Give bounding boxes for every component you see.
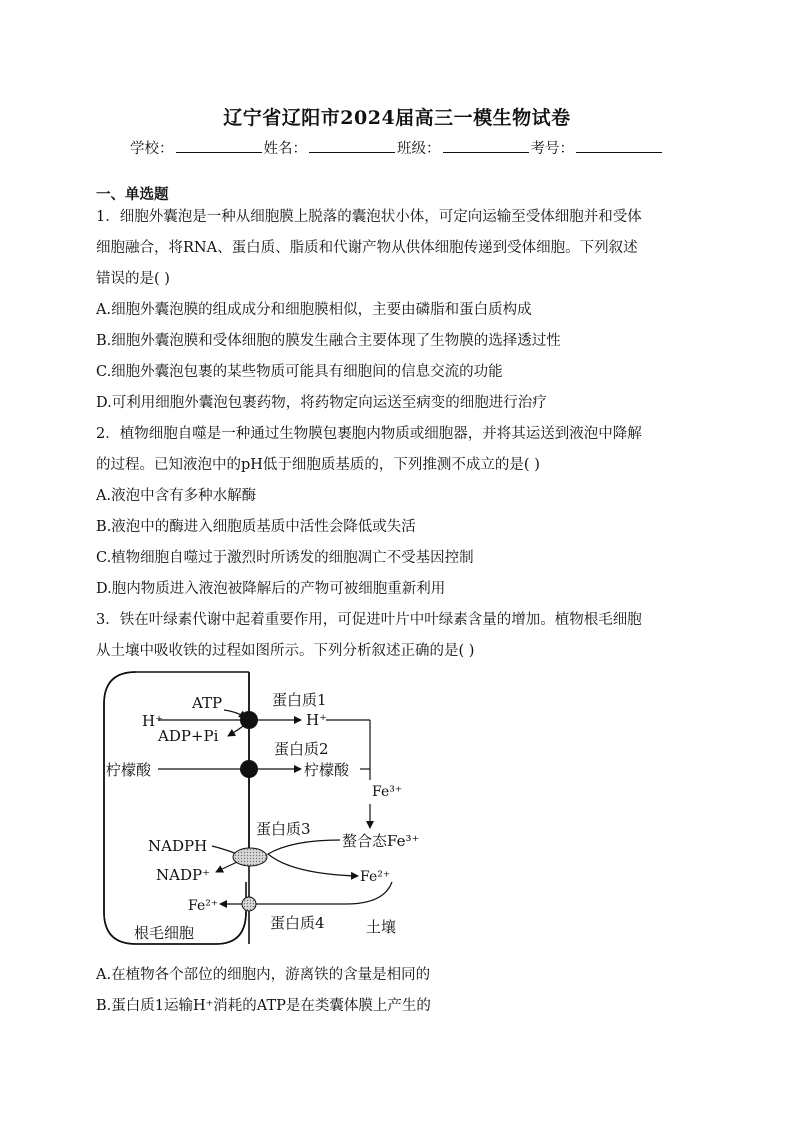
cell-outline: [104, 672, 249, 944]
protein3-label: 蛋白质3: [256, 820, 311, 838]
protein3-carrier: [233, 848, 267, 866]
student-info-line: [0, 137, 794, 158]
iron-uptake-diagram: [96, 668, 446, 952]
q1-stem-line: 错误的是( ): [96, 271, 170, 287]
school-blank: [176, 138, 262, 153]
protein1-label: 蛋白质1: [272, 691, 327, 709]
q3-option-b: B.蛋白质1运输H⁺消耗的ATP是在类囊体膜上产生的: [96, 998, 431, 1014]
protein2-carrier: [240, 760, 258, 778]
q1-option-b: B.细胞外囊泡膜和受体细胞的膜发生融合主要体现了生物膜的选择透过性: [96, 333, 561, 349]
q2-option-d: D.胞内物质进入液泡被降解后的产物可被细胞重新利用: [96, 581, 446, 597]
citrate-in-label: 柠檬酸: [106, 761, 152, 779]
page-title: 辽宁省辽阳市2024届高三一模生物试卷: [223, 107, 571, 129]
name-label: 姓名：: [263, 141, 307, 157]
nadp-label: NADP⁺: [156, 866, 210, 884]
q1-stem-line: 1．细胞外囊泡是一种从细胞膜上脱落的囊泡状小体，可定向运输至受体细胞并和受体: [96, 209, 642, 225]
school-label: 学校：: [130, 141, 174, 157]
q2-stem-line: 2．植物细胞自噬是一种通过生物膜包裹胞内物质或细胞器，并将其运送到液泡中降解: [96, 426, 642, 442]
cell-label: 根毛细胞: [134, 924, 195, 942]
number-label: 考号：: [530, 141, 574, 157]
fe2-out-label: Fe²⁺: [360, 869, 391, 885]
fe2-in-label: Fe²⁺: [188, 898, 219, 914]
protein4-carrier: [242, 897, 256, 911]
q1-option-a: A.细胞外囊泡膜的组成成分和细胞膜相似，主要由磷脂和蛋白质构成: [96, 302, 532, 318]
class-label: 班级：: [397, 141, 441, 157]
protein4-label: 蛋白质4: [270, 914, 325, 932]
h-out-label: H⁺: [306, 711, 327, 729]
protein2-label: 蛋白质2: [274, 740, 329, 758]
q3-stem-line: 3．铁在叶绿素代谢中起着重要作用，可促进叶片中叶绿素含量的增加。植物根毛细胞: [96, 612, 642, 628]
q1-option-c: C.细胞外囊泡包裹的某些物质可能具有细胞间的信息交流的功能: [96, 364, 503, 380]
q2-option-b: B.液泡中的酶进入细胞质基质中活性会降低或失活: [96, 519, 416, 535]
citrate-out-label: 柠檬酸: [304, 761, 350, 779]
q1-option-d: D.可利用细胞外囊泡包裹药物，将药物定向运送至病变的细胞进行治疗: [96, 395, 547, 411]
adp-label: ADP+Pi: [158, 727, 219, 745]
atp-label: ATP: [192, 694, 223, 712]
soil-label: 土壤: [366, 918, 397, 936]
q1-stem-line: 细胞融合，将RNA、蛋白质、脂质和代谢产物从供体细胞传递到受体细胞。下列叙述: [96, 240, 638, 256]
fe3-label: Fe³⁺: [372, 784, 403, 800]
class-blank: [443, 138, 529, 153]
chelate-label: 螯合态Fe³⁺: [342, 832, 420, 850]
section-heading: 一、单选题: [96, 186, 169, 203]
nadph-label: NADPH: [148, 837, 208, 855]
h-in-label: H⁺: [142, 712, 163, 730]
q3-stem-line: 从土壤中吸收铁的过程如图所示。下列分析叙述正确的是( ): [96, 643, 475, 659]
q2-option-a: A.液泡中含有多种水解酶: [96, 488, 257, 504]
q2-option-c: C.植物细胞自噬过于激烈时所诱发的细胞凋亡不受基因控制: [96, 550, 474, 566]
number-blank: [576, 138, 662, 153]
name-blank: [309, 138, 395, 153]
q3-option-a: A.在植物各个部位的细胞内，游离铁的含量是相同的: [96, 967, 431, 983]
q2-stem-line: 的过程。已知液泡中的pH低于细胞质基质的，下列推测不成立的是( ): [96, 457, 540, 473]
